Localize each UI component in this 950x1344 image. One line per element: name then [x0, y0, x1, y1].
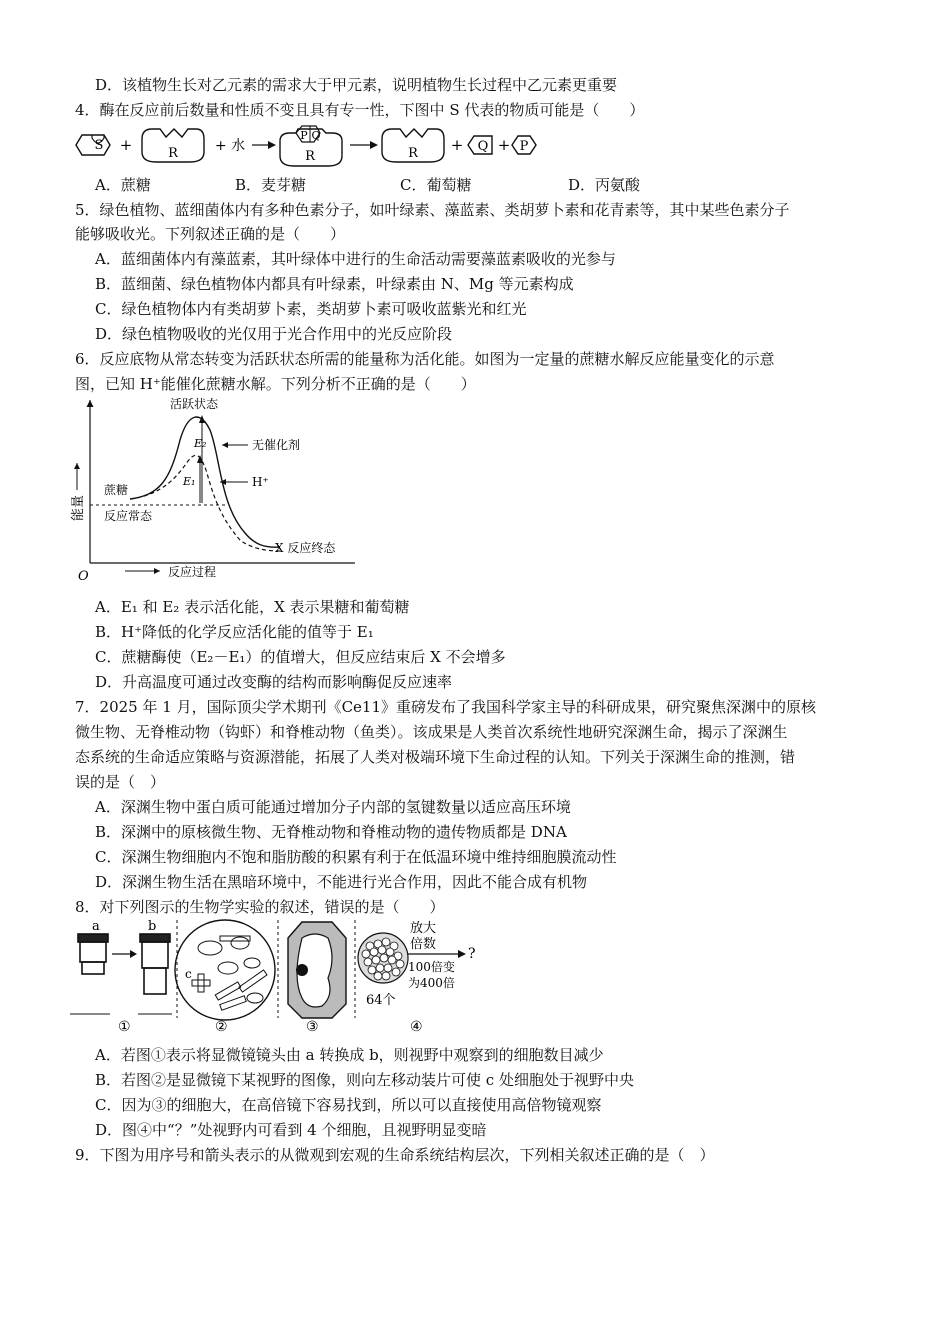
label-b: b: [148, 919, 157, 934]
label-p: P: [300, 129, 308, 142]
label-n1: ①: [118, 1019, 131, 1035]
label-h: H⁺: [252, 475, 269, 489]
curve-h-catalyst: [130, 455, 280, 551]
label-n4: ④: [410, 1019, 423, 1035]
q7-option-b: B．深渊中的原核微生物、无脊椎动物和脊椎动物的遗传物质都是 DNA: [95, 823, 567, 841]
q6-option-c: C．蔗糖酶使（E₂－E₁）的值增大，但反应结束后 X 不会增多: [95, 648, 506, 666]
label-no-catalyst: 无催化剂: [252, 438, 301, 452]
label-a: a: [92, 919, 100, 934]
q8-stem: 8．对下列图示的生物学实验的叙述，错误的是（ ）: [75, 898, 445, 916]
q4-option-c: C．葡萄糖: [400, 176, 472, 194]
label-c: c: [185, 967, 192, 981]
label-q-product: Q: [477, 139, 489, 154]
objective-b: [140, 934, 170, 994]
q7-stem-3: 态系统的生命适应策略与资源潜能，拓展了人类对极端环境下生命过程的认知。下列关于深渊生命的推测，错: [75, 748, 796, 766]
label-r: R: [168, 146, 178, 161]
q4-option-a: A．蔗糖: [95, 176, 151, 194]
label-final-state: X 反应终态: [275, 541, 336, 555]
q4-option-b: B．麦芽糖: [235, 176, 307, 194]
label-e1: E₁: [183, 475, 196, 488]
label-p-product: P: [519, 139, 529, 154]
label-n3: ③: [306, 1019, 319, 1035]
q6-stem-1: 6．反应底物从常态转变为活跃状态所需的能量称为活化能。如图为一定量的蔗糖水解反应能量变化的示意: [75, 350, 775, 368]
label-change-1: 100倍变: [408, 960, 455, 974]
cell-cluster-4: [358, 933, 408, 983]
product-q-shape: [468, 136, 492, 154]
label-s: S: [94, 138, 104, 153]
q8-microscope-figure: [70, 918, 500, 1038]
q5-stem-1: 5．绿色植物、蓝细菌体内有多种色素分子，如叶绿素、藻蓝素、类胡萝卜素和花青素等，其中某些色素分子: [75, 201, 790, 219]
enzyme-complex-shape: [280, 126, 342, 166]
q7-stem-2: 微生物、无脊椎动物（钩虾）和脊椎动物（鱼类）。该成果是人类首次系统性地研究深渊生命，揭示了深渊生: [75, 723, 788, 741]
q8-option-b: B．若图②是显微镜下某视野的图像，则向左移动装片可使 c 处细胞处于视野中央: [95, 1071, 634, 1089]
plant-cell-3: [288, 922, 346, 1018]
q6-option-b: B．H⁺降低的化学反应活化能的值等于 E₁: [95, 623, 374, 641]
plus-sign: +: [119, 136, 133, 154]
q8-option-d: D．图④中“？”处视野内可看到 4 个细胞，且视野明显变暗: [95, 1121, 487, 1139]
q9-stem: 9．下图为用序号和箭头表示的从微观到宏观的生命系统结构层次，下列相关叙述正确的是（ ）: [75, 1146, 715, 1164]
q4-option-d: D．丙氨酸: [568, 176, 641, 194]
plus-sign-2: +: [450, 136, 464, 154]
label-sucrose: 蔗糖: [104, 483, 129, 497]
q8-option-c: C．因为③的细胞大，在高倍镜下容易找到，所以可以直接使用高倍物镜观察: [95, 1096, 602, 1114]
q7-option-c: C．深渊生物细胞内不饱和脂肪酸的积累有利于在低温环境中维持细胞膜流动性: [95, 848, 617, 866]
q7-option-a: A．深渊生物中蛋白质可能通过增加分子内部的氢键数量以适应高压环境: [95, 798, 571, 816]
origin-label: O: [78, 569, 89, 584]
label-n2: ②: [215, 1019, 228, 1035]
q6-stem-2: 图，已知 H⁺能催化蔗糖水解。下列分析不正确的是（ ）: [75, 375, 476, 393]
q8-option-a: A．若图①表示将显微镜镜头由 a 转换成 b，则视野中观察到的细胞数目减少: [95, 1046, 604, 1064]
label-question: ?: [468, 946, 476, 962]
label-r-complex: R: [305, 149, 315, 164]
plus-water: + 水: [214, 138, 246, 154]
q6-energy-graph: [70, 395, 370, 585]
label-q: Q: [311, 129, 321, 142]
q7-stem-1: 7．2025 年 1 月，国际顶尖学术期刊《Ce11》重磅发布了我国科学家主导的科研成果，研究聚焦深渊中的原核: [75, 698, 817, 716]
label-e2: E₂: [194, 437, 207, 450]
label-change-2: 为400倍: [408, 976, 455, 990]
enzyme-r-shape: [142, 129, 204, 162]
plus-sign-3: +: [497, 136, 511, 154]
q5-option-b: B．蓝细菌、绿色植物体内都具有叶绿素，叶绿素由 N、Mg 等元素构成: [95, 275, 574, 293]
q7-option-d: D．深渊生物生活在黑暗环境中，不能进行光合作用，因此不能合成有机物: [95, 873, 588, 891]
enzyme-r-product-shape: [382, 129, 444, 162]
q5-option-d: D．绿色植物吸收的光仅用于光合作用中的光反应阶段: [95, 325, 453, 343]
product-p-shape: [512, 136, 536, 154]
q4-enzyme-diagram: [70, 124, 540, 170]
label-mag-2: 倍数: [410, 937, 437, 952]
q5-stem-2: 能够吸收光。下列叙述正确的是（ ）: [75, 225, 346, 243]
q5-option-c: C．绿色植物体内有类胡萝卜素，类胡萝卜素可吸收蓝紫光和红光: [95, 300, 527, 318]
label-r-product: R: [408, 146, 418, 161]
objective-a: [78, 934, 108, 974]
label-normal-state: 反应常态: [104, 509, 153, 523]
q7-stem-4: 误的是（ ）: [75, 773, 166, 791]
q4-stem: 4．酶在反应前后数量和性质不变且具有专一性，下图中 S 代表的物质可能是（ ）: [75, 101, 645, 119]
svg-text:能量: 能量: [71, 494, 86, 522]
q5-option-a: A．蓝细菌体内有藻蓝素，其叶绿体中进行的生命活动需要藻蓝素吸收的光参与: [95, 250, 616, 268]
substrate-s-shape: [76, 135, 110, 155]
x-axis-label: 反应过程: [168, 565, 217, 579]
label-count: 64个: [366, 993, 396, 1008]
q6-option-d: D．升高温度可通过改变酶的结构而影响酶促反应速率: [95, 673, 453, 691]
label-mag-1: 放大: [410, 921, 437, 936]
q6-option-a: A．E₁ 和 E₂ 表示活化能，X 表示果糖和葡萄糖: [95, 598, 410, 616]
q3-option-d: D．该植物生长对乙元素的需求大于甲元素，说明植物生长过程中乙元素更重要: [95, 76, 618, 94]
label-active-state: 活跃状态: [170, 397, 219, 411]
y-axis-label: [70, 495, 86, 521]
